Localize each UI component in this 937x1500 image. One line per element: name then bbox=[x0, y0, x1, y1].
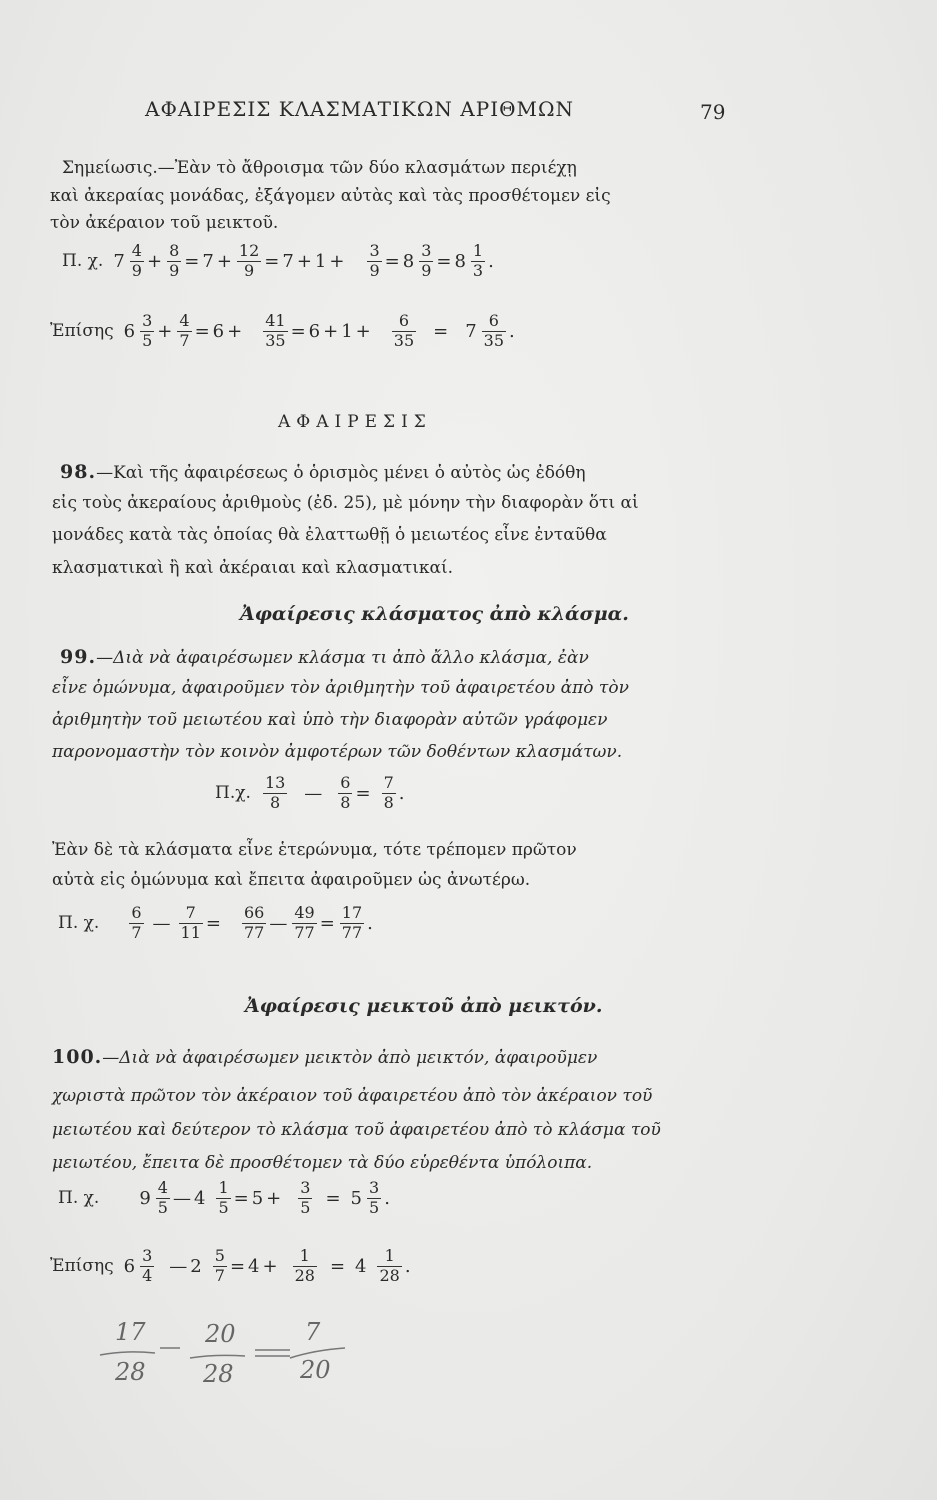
period: . bbox=[367, 912, 373, 934]
example-label: Π. χ. bbox=[62, 251, 104, 272]
fraction: $\frac{1}{28}$ bbox=[294, 1246, 315, 1285]
plus-sign: + bbox=[262, 1255, 278, 1277]
paragraph-text: —Διὰ νὰ ἀφαιρέσωμεν μεικτὸν ἀπὸ μεικτόν, ἀφαιροῦμεν bbox=[102, 1048, 598, 1068]
whole: 8 bbox=[402, 250, 415, 272]
period: . bbox=[384, 1187, 390, 1209]
paragraph-text: —Διὰ νὰ ἀφαιρέσωμεν κλάσμα τι ἀπὸ ἄλλο κλάσμα, ἐὰν bbox=[96, 648, 589, 668]
whole: 5 bbox=[350, 1187, 362, 1209]
hw-numerator-2: 20 bbox=[205, 1320, 236, 1348]
minus-sign: — bbox=[269, 912, 288, 934]
example-sum-2 bbox=[50, 313, 518, 350]
whole: 7 bbox=[202, 250, 214, 272]
note-line-1: Σημείωσις.—Ἐὰν τὸ ἄθροισμα τῶν δύο κλασμάτων περιέχῃ bbox=[62, 158, 577, 178]
example-sum-1 bbox=[62, 243, 497, 280]
equals-sign: = bbox=[384, 250, 400, 272]
fraction: $\frac{1}{3}$ bbox=[472, 241, 484, 280]
hw-denominator-2: 28 bbox=[203, 1360, 234, 1388]
hw-numerator-3: 7 bbox=[305, 1318, 321, 1346]
equals-sign: = bbox=[264, 250, 280, 272]
example-label: Π. χ. bbox=[58, 913, 100, 934]
fraction: $\frac{13}{8}$ bbox=[264, 773, 286, 812]
example-difference-2 bbox=[58, 905, 376, 942]
paragraph-98-line-2: εἰς τοὺς ἀκεραίους ἀριθμοὺς (ἐδ. 25), μὲ μόνην τὴν διαφορὰν ὅτι αἱ bbox=[52, 493, 639, 513]
whole: 6 bbox=[212, 320, 225, 342]
example-label: Ἐπίσης bbox=[50, 1256, 114, 1277]
whole: 9 bbox=[139, 1187, 151, 1209]
handwritten-notes bbox=[95, 1310, 355, 1394]
example-label: Ἐπίσης bbox=[50, 321, 114, 342]
fraction: $\frac{4}{5}$ bbox=[157, 1178, 168, 1217]
fraction: $\frac{3}{5}$ bbox=[142, 311, 153, 350]
section-title: ΑΦΑΙΡΕΣΙΣ bbox=[278, 412, 432, 432]
whole: 7 bbox=[282, 250, 294, 272]
note-line-2: καὶ ἀκεραίας μονάδας, ἐξάγομεν αὐτὰς καὶ τὰς προσθέτομεν εἰς bbox=[50, 186, 611, 206]
period: . bbox=[398, 782, 405, 804]
plus-sign: + bbox=[216, 250, 232, 272]
fraction: $\frac{3}{9}$ bbox=[421, 241, 432, 280]
plus-sign: + bbox=[146, 250, 163, 272]
fraction: $\frac{5}{7}$ bbox=[214, 1246, 225, 1285]
equals-sign: = bbox=[319, 912, 335, 934]
hw-equals bbox=[255, 1350, 290, 1356]
fraction: $\frac{1}{28}$ bbox=[379, 1246, 400, 1285]
paragraph-hetero-line-1: Ἐὰν δὲ τὰ κλάσματα εἶνε ἑτερώνυμα, τότε τρέπομεν πρῶτον bbox=[52, 840, 577, 860]
whole: 6 bbox=[123, 320, 136, 342]
plus-sign: + bbox=[157, 320, 173, 342]
period: . bbox=[488, 250, 494, 272]
equals-sign: = bbox=[184, 250, 200, 272]
example-label: Π. χ. bbox=[58, 1188, 100, 1209]
hw-fraction-bar bbox=[100, 1352, 155, 1355]
note-line-3: τὸν ἀκέραιον τοῦ μεικτοῦ. bbox=[50, 213, 279, 233]
minus-sign: — bbox=[304, 782, 323, 804]
whole: 7 bbox=[113, 250, 125, 272]
plus-sign: + bbox=[355, 320, 371, 342]
equals-sign: = bbox=[194, 320, 210, 342]
minus-sign: — bbox=[169, 1255, 188, 1277]
plus-sign: + bbox=[227, 320, 243, 342]
equals-sign: = bbox=[433, 320, 449, 342]
hw-numerator-1: 17 bbox=[115, 1318, 146, 1346]
period: . bbox=[509, 320, 515, 342]
paragraph-99-line-1 bbox=[60, 648, 589, 667]
plus-sign: + bbox=[266, 1187, 282, 1209]
plus-sign: + bbox=[323, 320, 339, 342]
paragraph-98-line-3: μονάδες κατὰ τὰς ὁποίας θὰ ἐλαττωθῇ ὁ μειωτέος εἶνε ἐνταῦθα bbox=[52, 525, 607, 545]
example-label: Π.χ. bbox=[215, 783, 251, 804]
paragraph-100-line-3: μειωτέου καὶ δεύτερον τὸ κλάσμα τοῦ ἀφαιρετέου ἀπὸ τὸ κλάσμα τοῦ bbox=[52, 1120, 661, 1140]
whole: 2 bbox=[190, 1255, 202, 1277]
fraction: $\frac{49}{77}$ bbox=[294, 903, 315, 942]
hw-denominator-1: 28 bbox=[115, 1358, 146, 1386]
paragraph-100-line-4: μειωτέου, ἔπειτα δὲ προσθέτομεν τὰ δύο εὑρεθέντα ὑπόλοιπα. bbox=[52, 1153, 593, 1173]
equals-sign: = bbox=[205, 912, 221, 934]
whole: 1 bbox=[314, 250, 327, 272]
paragraph-hetero-line-2: αὐτὰ εἰς ὁμώνυμα καὶ ἔπειτα ἀφαιροῦμεν ὡς ἀνωτέρω. bbox=[52, 870, 531, 890]
plus-sign: + bbox=[296, 250, 312, 272]
paragraph-number: 98. bbox=[60, 461, 97, 483]
equals-sign: = bbox=[290, 320, 306, 342]
example-mixed-difference-1 bbox=[58, 1180, 393, 1217]
whole: 4 bbox=[355, 1255, 367, 1277]
fraction: $\frac{6}{7}$ bbox=[131, 903, 142, 942]
equals-sign: = bbox=[329, 1255, 346, 1277]
example-difference-1 bbox=[215, 775, 408, 812]
paragraph-99-line-2: εἶνε ὁμώνυμα, ἀφαιροῦμεν τὸν ἀριθμητὴν τοῦ ἀφαιρετέου ἀπὸ τὸν bbox=[52, 678, 629, 698]
fraction: $\frac{3}{5}$ bbox=[300, 1178, 311, 1217]
whole: 5 bbox=[251, 1187, 264, 1209]
fraction: $\frac{4}{7}$ bbox=[179, 311, 190, 350]
equals-sign: = bbox=[233, 1187, 249, 1209]
paragraph-98-line-1 bbox=[60, 463, 586, 482]
subheading-fraction-minus-fraction: Ἀφαίρεσις κλάσματος ἀπὸ κλάσμα. bbox=[240, 603, 629, 625]
pencil-marks bbox=[95, 1310, 355, 1390]
fraction: $\frac{17}{77}$ bbox=[341, 903, 363, 942]
paragraph-100-line-1 bbox=[52, 1048, 597, 1067]
fraction: $\frac{7}{8}$ bbox=[383, 773, 394, 812]
whole: 6 bbox=[123, 1255, 136, 1277]
fraction: $\frac{7}{11}$ bbox=[180, 903, 201, 942]
minus-sign: — bbox=[172, 1187, 191, 1209]
whole: 4 bbox=[248, 1255, 260, 1277]
page-number: 79 bbox=[700, 100, 726, 124]
fraction: $\frac{41}{35}$ bbox=[265, 311, 286, 350]
fraction: $\frac{6}{35}$ bbox=[393, 311, 415, 350]
fraction: $\frac{12}{9}$ bbox=[238, 241, 260, 280]
whole: 4 bbox=[193, 1187, 206, 1209]
fraction: $\frac{3}{9}$ bbox=[369, 241, 380, 280]
whole: 7 bbox=[465, 320, 477, 342]
minus-sign: — bbox=[152, 912, 171, 934]
paragraph-text: —Καὶ τῆς ἀφαιρέσεως ὁ ὁρισμὸς μένει ὁ αὐτὸς ὡς ἐδόθη bbox=[96, 463, 586, 483]
equals-sign: = bbox=[355, 782, 371, 804]
whole: 6 bbox=[308, 320, 321, 342]
equals-sign: = bbox=[325, 1187, 341, 1209]
fraction: $\frac{8}{9}$ bbox=[169, 241, 180, 280]
fraction: $\frac{6}{8}$ bbox=[340, 773, 351, 812]
fraction: $\frac{1}{5}$ bbox=[218, 1178, 229, 1217]
running-header: ΑΦΑΙΡΕΣΙΣ ΚΛΑΣΜΑΤΙΚΩΝ ΑΡΙΘΜΩΝ bbox=[145, 97, 575, 121]
paragraph-99-line-3: ἀριθμητὴν τοῦ μειωτέου καὶ ὑπὸ τὴν διαφορὰν αὐτῶν γράφομεν bbox=[52, 710, 608, 730]
example-mixed-difference-2 bbox=[50, 1248, 414, 1285]
hw-fraction-bar bbox=[190, 1355, 245, 1358]
fraction: $\frac{66}{77}$ bbox=[243, 903, 265, 942]
paragraph-number: 99. bbox=[60, 646, 97, 668]
subheading-mixed-minus-mixed: Ἀφαίρεσις μεικτοῦ ἀπὸ μεικτόν. bbox=[245, 995, 603, 1017]
fraction: $\frac{6}{35}$ bbox=[483, 311, 505, 350]
equals-sign: = bbox=[436, 250, 452, 272]
equals-sign: = bbox=[229, 1255, 246, 1277]
plus-sign: + bbox=[329, 250, 345, 272]
paragraph-99-line-4: παρονομαστὴν τὸν κοινὸν ἀμφοτέρων τῶν δοθέντων κλασμάτων. bbox=[52, 742, 623, 762]
paragraph-98-line-4: κλασματικαὶ ἢ καὶ ἀκέραιαι καὶ κλασματικαί. bbox=[52, 558, 454, 578]
period: . bbox=[404, 1255, 411, 1277]
whole: 8 bbox=[454, 250, 466, 272]
fraction: $\frac{4}{9}$ bbox=[131, 241, 142, 280]
whole: 1 bbox=[341, 320, 353, 342]
fraction: $\frac{3}{5}$ bbox=[369, 1178, 380, 1217]
paragraph-number: 100. bbox=[52, 1046, 103, 1068]
paragraph-100-line-2: χωριστὰ πρῶτον τὸν ἀκέραιον τοῦ ἀφαιρετέου ἀπὸ τὸν ἀκέραιον τοῦ bbox=[52, 1086, 653, 1106]
hw-denominator-3: 20 bbox=[300, 1356, 331, 1384]
fraction: $\frac{3}{4}$ bbox=[142, 1246, 153, 1285]
